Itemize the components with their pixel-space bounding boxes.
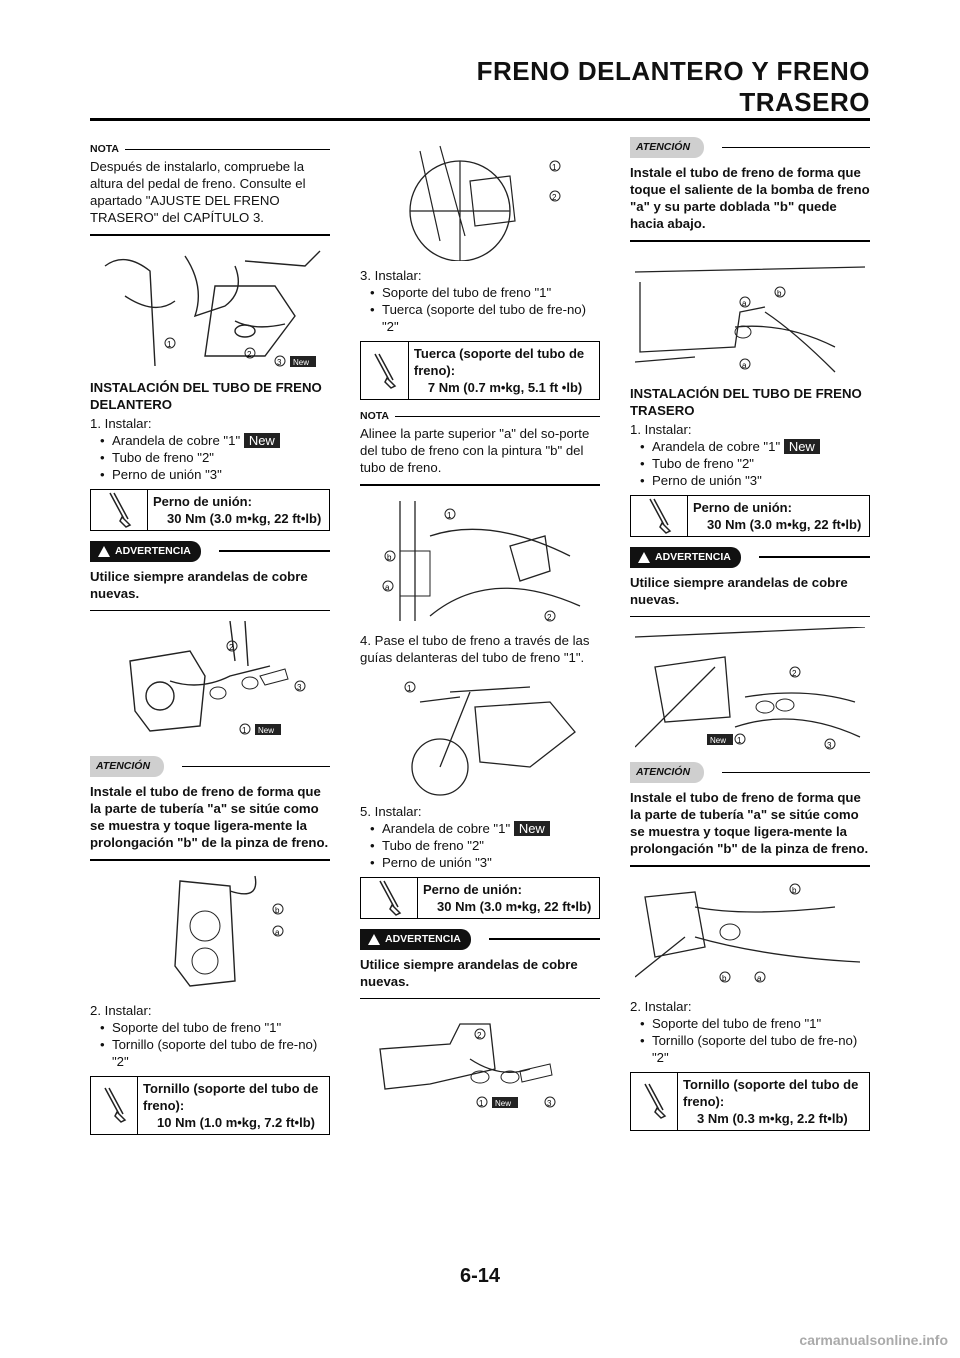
svg-text:1: 1 (447, 510, 452, 520)
figure-rear-master-cylinder-projection (635, 252, 865, 377)
svg-text:1: 1 (407, 683, 412, 693)
nota-text: Después de instalarlo, compruebe la altura del pedal de freno. Consulte el apartado "AJUSTE DEL FRENO TRASERO" del CAPÍTULO 3. (90, 159, 306, 225)
torque-value: 30 Nm (3.0 m•kg, 22 ft•lb) (437, 898, 592, 914)
torque-value: 3 Nm (0.3 m•kg, 2.2 ft•lb) (697, 1110, 848, 1126)
torque-name: Perno de unión: (153, 493, 252, 509)
svg-text:b: b (722, 973, 727, 983)
figure-rear-master-cylinder (95, 246, 325, 371)
torque-name: Tornillo (soporte del tubo de freno): (683, 1076, 859, 1109)
svg-text:1: 1 (167, 339, 172, 349)
svg-text:1: 1 (242, 726, 247, 735)
step-4: 4. Pase el tubo de freno a través de las guías delanteras del tubo de freno "1". (360, 632, 590, 665)
step-2: 2. Instalar: (630, 998, 692, 1014)
figure-rear-caliper-union-bolt (635, 627, 865, 752)
column-right (630, 135, 870, 1139)
svg-text:1: 1 (479, 1099, 484, 1108)
torque-box (630, 495, 870, 537)
step-2: 2. Instalar: (90, 1002, 152, 1018)
step-3-list (360, 284, 600, 335)
wrench-icon (361, 342, 409, 399)
step-5: 5. Instalar: (360, 803, 422, 819)
list-item: • Arandela de cobre "1" New (642, 438, 870, 455)
list-item: • Perno de unión "3" (642, 472, 870, 489)
atencion-text: Instale el tubo de freno de forma que la parte de tubería "a" se sitúe como se muestra y toque ligera-mente la prolongación "b" de la pinza de freno. (630, 790, 869, 856)
column-left (90, 135, 330, 1143)
warning-icon (368, 934, 380, 945)
wrench-icon (91, 490, 148, 530)
step-3: 3. Instalar: (360, 268, 422, 283)
nota-text: Alinee la parte superior "a" del so-porte del tubo de freno con la pintura "b" del tubo de freno. (360, 426, 590, 475)
divider (630, 865, 870, 867)
svg-text:a: a (385, 582, 390, 592)
svg-text:New: New (710, 736, 727, 745)
step-2-list (630, 1015, 870, 1066)
atencion-text: Instale el tubo de freno de forma que toque el saliente de la bomba de freno "a" y su parte doblada "b" quede hacia abajo. (630, 165, 870, 231)
svg-text:b: b (275, 905, 280, 915)
list-item: • Arandela de cobre "1" New (102, 432, 330, 449)
svg-text:1: 1 (552, 163, 557, 172)
torque-box (360, 341, 600, 400)
torque-name: Perno de unión: (423, 881, 522, 897)
page-header-title: FRENO DELANTERO Y FRENO TRASERO (476, 56, 870, 117)
warning-icon (98, 546, 110, 557)
torque-name: Tornillo (soporte del tubo de freno): (143, 1080, 319, 1113)
atencion-text: Instale el tubo de freno de forma que la parte de tubería "a" se sitúe como se muestra y toque ligera-mente la prolongación "b" de la pinza de freno. (90, 784, 329, 850)
svg-text:2: 2 (547, 612, 552, 622)
svg-text:New: New (258, 726, 275, 735)
svg-text:3: 3 (277, 357, 282, 367)
svg-text:3: 3 (297, 683, 302, 692)
list-item: • Arandela de cobre "1" New (372, 820, 600, 837)
new-badge: New (514, 821, 550, 836)
section-title-front: INSTALACIÓN DEL TUBO DE FRENO DELANTERO (90, 379, 322, 412)
new-badge: New (244, 433, 280, 448)
step-1: 1. Instalar: (90, 415, 152, 431)
svg-text:2: 2 (792, 669, 797, 678)
figure-rear-caliper-pipe (635, 877, 865, 992)
list-item: • Soporte del tubo de freno "1" (372, 284, 600, 301)
page-number: 6-14 (459, 1265, 501, 1287)
torque-value: 7 Nm (0.7 m•kg, 5.1 ft •lb) (427, 380, 583, 395)
svg-text:a: a (742, 360, 747, 370)
torque-value: 30 Nm (3.0 m•kg, 22 ft•lb) (167, 510, 322, 526)
divider (630, 240, 870, 242)
divider (90, 234, 330, 236)
figure-front-caliper-pipe (110, 871, 310, 996)
advertencia-text: Utilice siempre arandelas de cobre nuevas. (360, 956, 578, 989)
svg-text:New: New (293, 357, 310, 367)
divider (360, 484, 600, 486)
step-1-list (630, 438, 870, 489)
divider (90, 610, 330, 612)
svg-text:a: a (757, 973, 762, 983)
svg-text:b: b (792, 885, 797, 895)
wrench-icon (361, 878, 418, 918)
list-item: • Perno de unión "3" (372, 854, 600, 871)
list-item: • Tornillo (soporte del tubo de fre-no) "2" (102, 1036, 330, 1070)
svg-text:New: New (495, 1099, 512, 1108)
svg-text:1: 1 (737, 736, 742, 745)
torque-box (360, 877, 600, 919)
figure-front-brake-hose-holder (380, 141, 580, 261)
torque-box (90, 1076, 330, 1135)
header-rule (90, 118, 870, 121)
svg-text:2: 2 (247, 349, 252, 359)
figure-motorcycle-front-guides (380, 672, 580, 797)
nota-heading: NOTA (360, 408, 600, 425)
list-item: • Perno de unión "3" (102, 466, 330, 483)
footer-watermark: carmanualsonline.info (799, 1332, 948, 1348)
advertencia-text: Utilice siempre arandelas de cobre nuevas. (630, 574, 848, 607)
list-item: • Soporte del tubo de freno "1" (642, 1015, 870, 1032)
wrench-icon (631, 1073, 678, 1130)
step-2-list (90, 1019, 330, 1070)
svg-text:b: b (777, 288, 782, 298)
step-1-list (90, 432, 330, 483)
torque-name: Tuerca (soporte del tubo de freno): (413, 346, 585, 378)
torque-value: 30 Nm (3.0 m•kg, 22 ft•lb) (707, 516, 862, 532)
torque-box (630, 1072, 870, 1131)
svg-text:3: 3 (827, 741, 832, 750)
svg-text:2: 2 (477, 1031, 482, 1040)
advertencia-heading: ADVERTENCIA (630, 547, 870, 568)
list-item: • Tuerca (soporte del tubo de fre-no) "2" (372, 301, 600, 335)
svg-text:a: a (275, 927, 280, 937)
advertencia-heading: ADVERTENCIA (90, 541, 330, 562)
figure-master-cylinder-union-bolt (370, 1009, 590, 1109)
list-item: • Soporte del tubo de freno "1" (102, 1019, 330, 1036)
list-item: • Tubo de freno "2" (372, 837, 600, 854)
svg-text:3: 3 (547, 1099, 552, 1108)
warning-icon (638, 552, 650, 563)
svg-text:2: 2 (552, 193, 557, 202)
column-middle (360, 135, 600, 1115)
advertencia-text: Utilice siempre arandelas de cobre nuevas. (90, 568, 308, 601)
svg-text:b: b (387, 552, 392, 562)
torque-box (90, 489, 330, 531)
svg-text:a: a (742, 298, 747, 308)
figure-hose-holder-alignment (370, 496, 590, 626)
svg-text:2: 2 (229, 643, 234, 652)
divider (90, 859, 330, 861)
atencion-heading: ATENCIÓN (630, 762, 870, 783)
advertencia-heading: ADVERTENCIA (360, 929, 600, 950)
section-title-rear: INSTALACIÓN DEL TUBO DE FRENO TRASERO (630, 385, 862, 418)
torque-value: 10 Nm (1.0 m•kg, 7.2 ft•lb) (157, 1114, 315, 1130)
torque-name: Perno de unión: (693, 499, 792, 515)
figure-front-caliper-union-bolt (110, 621, 310, 746)
divider (360, 998, 600, 1000)
wrench-icon (91, 1077, 138, 1134)
step-5-list (360, 820, 600, 871)
atencion-heading: ATENCIÓN (630, 137, 870, 158)
list-item: • Tubo de freno "2" (642, 455, 870, 472)
new-badge: New (784, 439, 820, 454)
divider (630, 616, 870, 618)
list-item: • Tornillo (soporte del tubo de fre-no) "2" (642, 1032, 870, 1066)
step-1: 1. Instalar: (630, 421, 692, 437)
nota-heading: NOTA (90, 141, 330, 158)
atencion-heading: ATENCIÓN (90, 756, 330, 777)
wrench-icon (631, 496, 688, 536)
list-item: • Tubo de freno "2" (102, 449, 330, 466)
